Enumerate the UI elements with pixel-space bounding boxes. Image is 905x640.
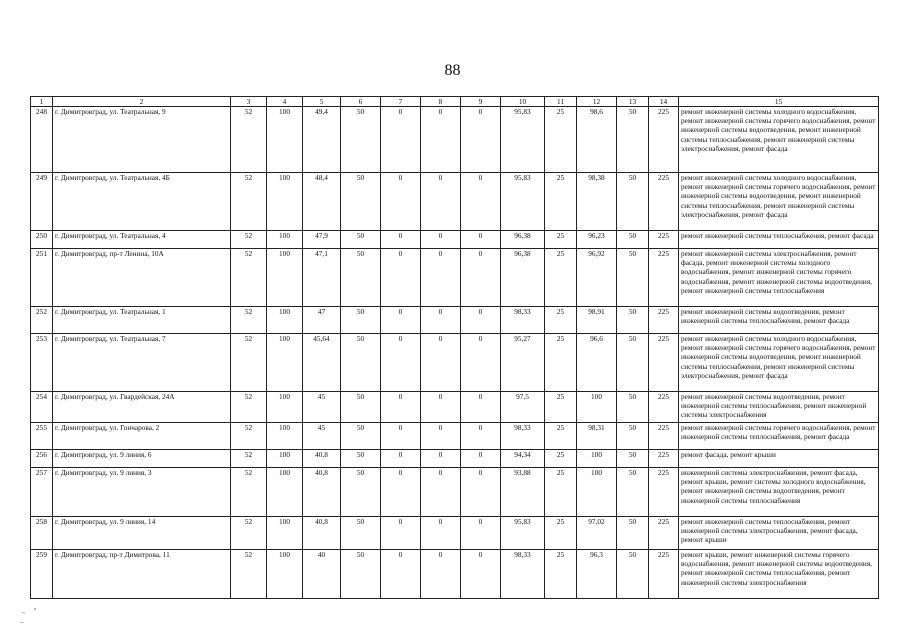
table-cell: 47,1 xyxy=(303,249,341,307)
table-cell: 100 xyxy=(577,468,617,517)
table-cell: 98,33 xyxy=(501,307,545,334)
table-cell: 96,38 xyxy=(501,231,545,249)
table-cell: 100 xyxy=(267,249,303,307)
table-cell: 50 xyxy=(341,450,381,468)
table-cell: 25 xyxy=(545,468,577,517)
table-cell: 254 xyxy=(31,392,53,423)
table-cell: 0 xyxy=(381,550,421,599)
table-cell: 50 xyxy=(341,173,381,231)
column-header: 12 xyxy=(577,97,617,107)
table-cell: 0 xyxy=(421,107,461,173)
table-cell: 52 xyxy=(231,107,267,173)
table-cell: 0 xyxy=(381,468,421,517)
table-row xyxy=(31,423,879,450)
address-cell: г. Димитровград, ул. Гончарова, 2 xyxy=(53,423,231,450)
address-cell: г. Димитровград, ул. 9 линия, 14 xyxy=(53,517,231,550)
table-cell: 52 xyxy=(231,249,267,307)
table-cell: 52 xyxy=(231,468,267,517)
address-cell: г. Димитровград, ул. Театральная, 4 xyxy=(53,231,231,249)
table-cell: 256 xyxy=(31,450,53,468)
table-cell: 50 xyxy=(341,307,381,334)
table-cell: 0 xyxy=(421,231,461,249)
table-cell: 25 xyxy=(545,517,577,550)
table-cell: 253 xyxy=(31,334,53,392)
table-cell: 40,8 xyxy=(303,450,341,468)
column-header: 7 xyxy=(381,97,421,107)
table-cell: 25 xyxy=(545,423,577,450)
table-cell: 96,92 xyxy=(577,249,617,307)
table-cell: 98,6 xyxy=(577,107,617,173)
table-cell: 225 xyxy=(649,307,679,334)
table-cell: 225 xyxy=(649,550,679,599)
column-header: 3 xyxy=(231,97,267,107)
table-cell: 0 xyxy=(461,231,501,249)
table-row xyxy=(31,231,879,249)
table-cell: 52 xyxy=(231,517,267,550)
works-cell: ремонт инженерной системы холодного водоснабжения, ремонт инженерной системы горячего водоснабжения, ремонт инженерной системы водоотведения, ремонт инженерной системы теплоснабжения, ремонт инженерной системы электроснабжения, ремонт фасада xyxy=(679,334,879,392)
table-cell: 25 xyxy=(545,392,577,423)
column-header: 15 xyxy=(679,97,879,107)
table-cell: 100 xyxy=(577,392,617,423)
table-cell: 0 xyxy=(381,173,421,231)
table-cell: 100 xyxy=(267,107,303,173)
table-cell: 52 xyxy=(231,392,267,423)
works-cell: ремонт крыши, ремонт инженерной системы горячего водоснабжения, ремонт инженерной системы водоотведения, ремонт инженерной системы теплоснабжения, ремонт инженерной системы электроснабжения xyxy=(679,550,879,599)
table-cell: 100 xyxy=(267,450,303,468)
table-cell: 50 xyxy=(341,107,381,173)
table-cell: 50 xyxy=(617,107,649,173)
table-cell: 258 xyxy=(31,517,53,550)
page-number: 88 xyxy=(444,62,461,79)
table-cell: 257 xyxy=(31,468,53,517)
scan-speck xyxy=(22,612,25,613)
table-cell: 225 xyxy=(649,392,679,423)
address-cell: г. Димитровград, ул. 9 линия, 6 xyxy=(53,450,231,468)
table-cell: 25 xyxy=(545,550,577,599)
table-cell: 225 xyxy=(649,334,679,392)
table-row xyxy=(31,468,879,517)
table-cell: 100 xyxy=(267,468,303,517)
table-cell: 0 xyxy=(381,107,421,173)
table-cell: 40 xyxy=(303,550,341,599)
table-cell: 0 xyxy=(461,423,501,450)
table-cell: 0 xyxy=(461,392,501,423)
works-table xyxy=(30,96,879,599)
address-cell: г. Димитровград, ул. 9 линия, 3 xyxy=(53,468,231,517)
table-cell: 225 xyxy=(649,173,679,231)
table-cell: 96,3 xyxy=(577,550,617,599)
table-cell: 225 xyxy=(649,450,679,468)
table-cell: 100 xyxy=(267,517,303,550)
table-cell: 0 xyxy=(421,550,461,599)
table-cell: 94,34 xyxy=(501,450,545,468)
table-cell: 100 xyxy=(267,423,303,450)
scan-speck xyxy=(20,622,24,623)
table-cell: 40,8 xyxy=(303,468,341,517)
table-cell: 25 xyxy=(545,450,577,468)
works-cell: ремонт инженерной системы водоотведения, ремонт инженерной системы теплоснабжения, ремонт инженерной системы электроснабжения xyxy=(679,392,879,423)
column-header: 8 xyxy=(421,97,461,107)
table-cell: 50 xyxy=(617,468,649,517)
table-cell: 52 xyxy=(231,307,267,334)
table-cell: 0 xyxy=(381,334,421,392)
table-cell: 0 xyxy=(381,423,421,450)
table-cell: 25 xyxy=(545,107,577,173)
table-cell: 259 xyxy=(31,550,53,599)
table-row xyxy=(31,249,879,307)
table-cell: 97,5 xyxy=(501,392,545,423)
table-cell: 248 xyxy=(31,107,53,173)
table-cell: 40,8 xyxy=(303,517,341,550)
table-cell: 100 xyxy=(267,392,303,423)
table-cell: 0 xyxy=(381,392,421,423)
address-cell: г. Димитровград, пр-т Ленина, 10А xyxy=(53,249,231,307)
table-cell: 50 xyxy=(341,468,381,517)
scan-speck xyxy=(34,608,36,610)
table-cell: 50 xyxy=(617,334,649,392)
table-cell: 50 xyxy=(341,334,381,392)
table-cell: 0 xyxy=(381,517,421,550)
column-header: 11 xyxy=(545,97,577,107)
table-cell: 255 xyxy=(31,423,53,450)
table-cell: 98,31 xyxy=(577,423,617,450)
table-row xyxy=(31,107,879,173)
address-cell: г. Димитровград, ул. Театральная, 4Б xyxy=(53,173,231,231)
works-cell: ремонт инженерной системы водоотведения, ремонт инженерной системы теплоснабжения, ремонт фасада xyxy=(679,307,879,334)
table-cell: 49,4 xyxy=(303,107,341,173)
table-cell: 50 xyxy=(617,550,649,599)
header-row xyxy=(31,97,879,107)
column-header: 5 xyxy=(303,97,341,107)
table-cell: 225 xyxy=(649,468,679,517)
table-cell: 0 xyxy=(381,307,421,334)
works-cell: ремонт инженерной системы холодного водоснабжения, ремонт инженерной системы горячего водоснабжения, ремонт инженерной системы водоотведения, ремонт инженерной системы теплоснабжения, ремонт инженерной системы электроснабжения, ремонт фасада xyxy=(679,107,879,173)
table-row xyxy=(31,517,879,550)
table-cell: 0 xyxy=(461,517,501,550)
table-cell: 0 xyxy=(461,307,501,334)
table-cell: 0 xyxy=(381,231,421,249)
table-cell: 0 xyxy=(381,249,421,307)
column-header: 2 xyxy=(53,97,231,107)
table-cell: 52 xyxy=(231,334,267,392)
table-cell: 52 xyxy=(231,231,267,249)
table-cell: 0 xyxy=(461,334,501,392)
table-cell: 225 xyxy=(649,249,679,307)
table-row xyxy=(31,550,879,599)
column-header: 6 xyxy=(341,97,381,107)
table-cell: 50 xyxy=(617,249,649,307)
table-cell: 50 xyxy=(617,307,649,334)
table-cell: 52 xyxy=(231,173,267,231)
table-cell: 251 xyxy=(31,249,53,307)
table-cell: 50 xyxy=(617,423,649,450)
table-cell: 52 xyxy=(231,450,267,468)
table-cell: 100 xyxy=(267,550,303,599)
table-cell: 47 xyxy=(303,307,341,334)
table-cell: 95,83 xyxy=(501,173,545,231)
works-cell: ремонт инженерной системы электроснабжения, ремонт фасада, ремонт инженерной системы холодного водоснабжения, ремонт инженерной системы горячего водоснабжения, ремонт инженерной системы водоотведения, ремонт инженерной системы теплоснабжения xyxy=(679,249,879,307)
table-cell: 96,6 xyxy=(577,334,617,392)
address-cell: г. Димитровград, ул. Театральная, 7 xyxy=(53,334,231,392)
column-header: 9 xyxy=(461,97,501,107)
table-cell: 52 xyxy=(231,423,267,450)
table-row xyxy=(31,450,879,468)
table-cell: 252 xyxy=(31,307,53,334)
table-cell: 225 xyxy=(649,423,679,450)
table-row xyxy=(31,173,879,231)
table-cell: 52 xyxy=(231,550,267,599)
table-cell: 50 xyxy=(617,392,649,423)
table-cell: 0 xyxy=(421,450,461,468)
address-cell: г. Димитровград, ул. Театральная, 9 xyxy=(53,107,231,173)
table-cell: 45,64 xyxy=(303,334,341,392)
address-cell: г. Димитровград, ул. Гвардейская, 24А xyxy=(53,392,231,423)
column-header: 4 xyxy=(267,97,303,107)
table-cell: 50 xyxy=(617,231,649,249)
table-cell: 48,4 xyxy=(303,173,341,231)
table-cell: 98,91 xyxy=(577,307,617,334)
table-cell: 0 xyxy=(381,450,421,468)
column-header: 1 xyxy=(31,97,53,107)
table-cell: 0 xyxy=(461,468,501,517)
table-cell: 225 xyxy=(649,517,679,550)
table-cell: 225 xyxy=(649,231,679,249)
table-cell: 98,33 xyxy=(501,550,545,599)
table-cell: 97,02 xyxy=(577,517,617,550)
table-cell: 95,83 xyxy=(501,517,545,550)
table-cell: 50 xyxy=(617,173,649,231)
table-cell: 100 xyxy=(577,450,617,468)
table-cell: 50 xyxy=(341,550,381,599)
works-cell: ремонт инженерной системы горячего водоснабжения, ремонт инженерной системы теплоснабжения, ремонт фасада xyxy=(679,423,879,450)
table-cell: 100 xyxy=(267,307,303,334)
table-cell: 250 xyxy=(31,231,53,249)
table-cell: 98,33 xyxy=(501,423,545,450)
column-header: 13 xyxy=(617,97,649,107)
table-cell: 0 xyxy=(421,307,461,334)
table-cell: 50 xyxy=(341,231,381,249)
table-cell: 0 xyxy=(421,249,461,307)
works-cell: ремонт инженерной системы холодного водоснабжения, ремонт инженерной системы горячего водоснабжения, ремонт инженерной системы водоотведения, ремонт инженерной системы теплоснабжения, ремонт инженерной системы электроснабжения, ремонт фасада xyxy=(679,173,879,231)
table-cell: 47,9 xyxy=(303,231,341,249)
table-cell: 50 xyxy=(617,517,649,550)
table-cell: 0 xyxy=(461,450,501,468)
table-cell: 0 xyxy=(421,334,461,392)
works-cell: ремонт фасада, ремонт крыши xyxy=(679,450,879,468)
works-cell: ремонт инженерной системы теплоснабжения, ремонт инженерной системы электроснабжения, ремонт фасада, ремонт крыши xyxy=(679,517,879,550)
works-cell: инженерной системы электроснабжения, ремонт фасада, ремонт крыши, ремонт системы холодного водоснабжения, ремонт инженерной системы водоотведения, ремонт инженерной системы теплоснабжения xyxy=(679,468,879,517)
table-cell: 95,27 xyxy=(501,334,545,392)
table-cell: 50 xyxy=(341,249,381,307)
table-cell: 25 xyxy=(545,307,577,334)
table-cell: 0 xyxy=(421,173,461,231)
table-cell: 93,88 xyxy=(501,468,545,517)
table-cell: 0 xyxy=(461,550,501,599)
table-cell: 25 xyxy=(545,231,577,249)
table-cell: 25 xyxy=(545,334,577,392)
table-cell: 45 xyxy=(303,423,341,450)
table-cell: 0 xyxy=(421,392,461,423)
address-cell: г. Димитровград, пр-т Димитрова, 11 xyxy=(53,550,231,599)
table-row xyxy=(31,334,879,392)
table-cell: 50 xyxy=(341,517,381,550)
table-cell: 0 xyxy=(461,107,501,173)
table-cell: 0 xyxy=(421,517,461,550)
table-cell: 0 xyxy=(461,249,501,307)
table-body xyxy=(31,107,879,599)
table-cell: 98,38 xyxy=(577,173,617,231)
works-cell: ремонт инженерной системы теплоснабжения, ремонт фасада xyxy=(679,231,879,249)
column-header: 14 xyxy=(649,97,679,107)
table-cell: 249 xyxy=(31,173,53,231)
table-cell: 50 xyxy=(341,392,381,423)
table-cell: 25 xyxy=(545,249,577,307)
table-cell: 100 xyxy=(267,173,303,231)
table-cell: 0 xyxy=(421,468,461,517)
table-cell: 225 xyxy=(649,107,679,173)
table-cell: 96,38 xyxy=(501,249,545,307)
table-cell: 25 xyxy=(545,173,577,231)
table-cell: 45 xyxy=(303,392,341,423)
table-cell: 50 xyxy=(341,423,381,450)
table-cell: 50 xyxy=(617,450,649,468)
address-cell: г. Димитровград, ул. Театральная, 1 xyxy=(53,307,231,334)
table-row xyxy=(31,392,879,423)
table-cell: 95,83 xyxy=(501,107,545,173)
table-cell: 100 xyxy=(267,334,303,392)
table-cell: 96,23 xyxy=(577,231,617,249)
table-row xyxy=(31,307,879,334)
table-cell: 0 xyxy=(421,423,461,450)
column-header: 10 xyxy=(501,97,545,107)
table-cell: 0 xyxy=(461,173,501,231)
table-cell: 100 xyxy=(267,231,303,249)
